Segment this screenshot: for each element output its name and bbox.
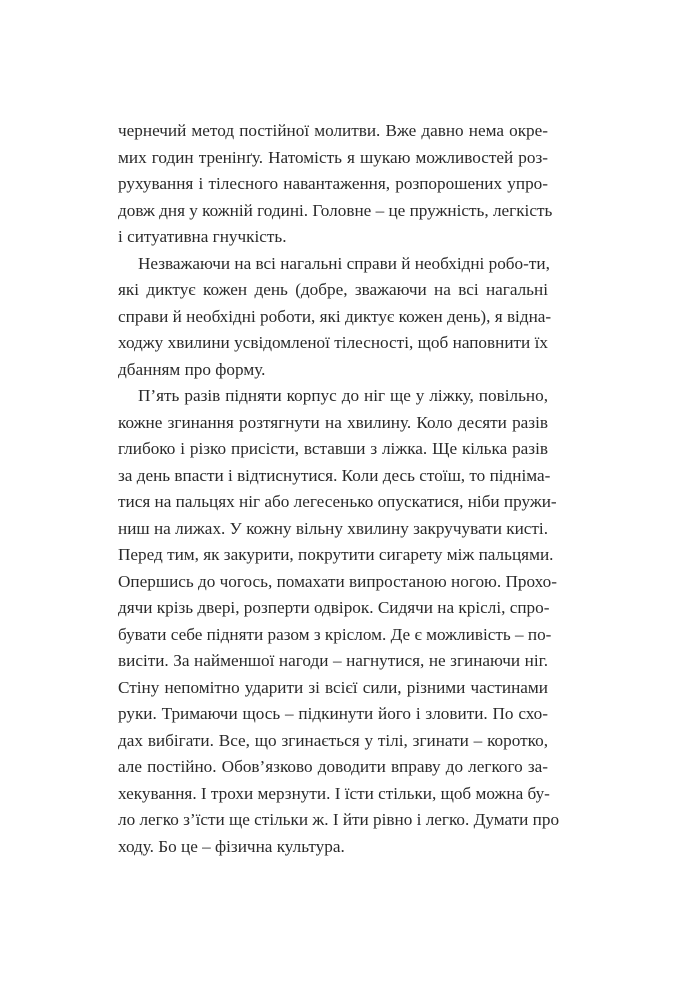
paragraph-2-line-4: ходжу хвилини усвідомленої тілесності, щоб наповнити їх — [118, 333, 548, 352]
paragraph-3-line-15: але постійно. Обов’язково доводити вправу до легкого за- — [118, 757, 548, 776]
paragraph-3-line-18: ходу. Бо це – фізична культура. — [118, 836, 345, 856]
paragraph-1-line-3: рухування і тілесного навантаження, розпорошених упро- — [118, 174, 548, 193]
paragraph-3-line-6: ниш на лижах. У кожну вільну хвилину закручувати кисті. — [118, 518, 548, 538]
paragraph-1-line-4: довж дня у кожній годині. Головне – це пружність, легкість — [118, 200, 553, 220]
body-text — [118, 118, 560, 860]
paragraph-2-line-5: дбанням про форму. — [118, 359, 266, 379]
paragraph-3-line-1: П’ять разів підняти корпус до ніг ще у ліжку, повільно, — [138, 386, 548, 405]
paragraph-2-line-1: Незважаючи на всі нагальні справи й необхідні робо-ти, — [138, 253, 550, 273]
paragraph-2-line-2: які диктує кожен день (добре, зважаючи на всі нагальні — [118, 280, 548, 299]
paragraph-3-line-17: ло легко з’їсти ще стільки ж. І йти рівно і легко. Думати про — [118, 810, 560, 829]
paragraph-3-line-16: хекування. І трохи мерзнути. І їсти стільки, щоб можна бу- — [118, 783, 550, 803]
paragraph-1-line-5: і ситуативна гнучкість. — [118, 227, 287, 246]
paragraph-3-line-4: за день впасти і відтиснутися. Коли десь стоїш, то підніма- — [118, 465, 551, 485]
paragraph-3-line-14: дах вибігати. Все, що згинається у тілі, згинати – коротко, — [118, 730, 548, 750]
paragraph-1-line-1: чернечий метод постійної молитви. Вже давно нема окре- — [118, 121, 548, 140]
paragraph-3-line-5: тися на пальцях ніг або легесенько опускатися, ніби пружи- — [118, 492, 557, 511]
paragraph-3-line-8: Опершись до чогось, помахати випростаною ногою. Прохо- — [118, 571, 557, 591]
paragraph-3-line-13: руки. Тримаючи щось – підкинути його і зловити. По схо- — [118, 704, 548, 723]
paragraph-3-line-11: висіти. За найменшої нагоди – нагнутися, не згинаючи ніг. — [118, 651, 548, 670]
paragraph-3-line-10: бувати себе підняти разом з кріслом. Де є можливість – по- — [118, 624, 552, 644]
paragraph-3-line-7: Перед тим, як закурити, покрутити сигарету між пальцями. — [118, 545, 554, 564]
paragraph-2-line-3: справи й необхідні роботи, які диктує кожен день), я відна- — [118, 306, 552, 326]
paragraph-3-line-3: глибоко і різко присісти, вставши з ліжка. Ще кілька разів — [118, 439, 548, 458]
paragraph-1-line-2: мих годин тренінґу. Натомість я шукаю можливостей роз- — [118, 147, 548, 167]
paragraph-3-line-9: дячи крізь двері, розперти одвірок. Сидячи на кріслі, спро- — [118, 598, 550, 617]
paragraph-3-line-2: кожне згинання розтягнути на хвилину. Коло десяти разів — [118, 412, 548, 432]
paragraph-3-line-12: Стіну непомітно ударити зі всієї сили, різними частинами — [118, 677, 548, 697]
